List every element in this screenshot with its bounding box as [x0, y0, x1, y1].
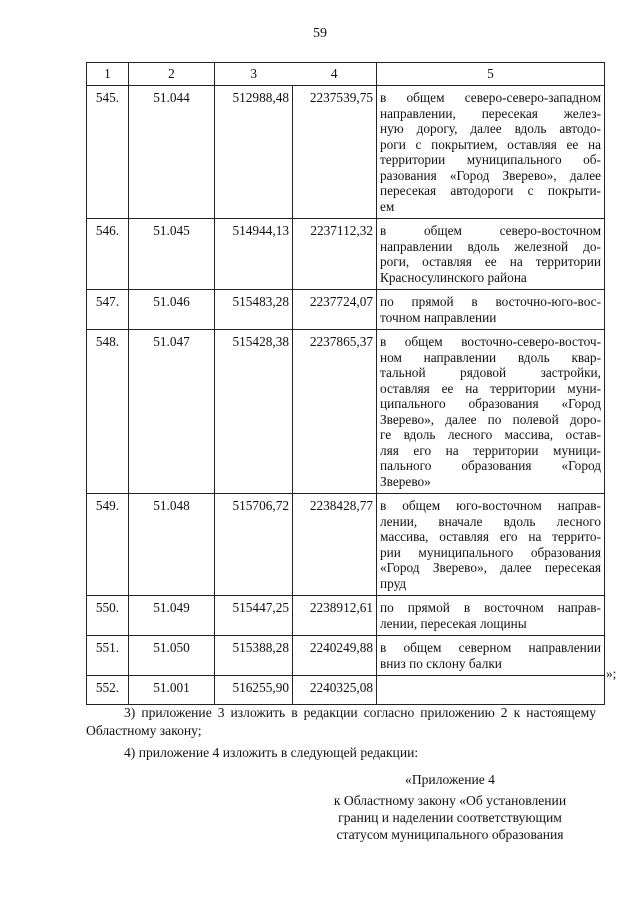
description-line: ем	[380, 198, 395, 214]
table-row	[87, 219, 605, 290]
coordinate-y: 2237112,32	[293, 219, 377, 290]
description-line: рии муниципального образования	[380, 544, 601, 560]
appendix-subtitle-line: границ и наделении соответствующим	[338, 810, 562, 825]
point-code: 51.049	[129, 596, 215, 636]
boundary-description	[377, 290, 605, 330]
description-line: ляя его на территории муници-	[380, 442, 601, 458]
boundary-description	[377, 494, 605, 596]
appendix-subtitle	[300, 792, 600, 843]
point-code: 51.047	[129, 330, 215, 494]
row-number: 548.	[87, 330, 129, 494]
boundary-description	[377, 596, 605, 636]
description-line: роги, оставляя ее на территории	[380, 254, 601, 269]
row-number: 549.	[87, 494, 129, 596]
coordinate-x: 515483,28	[215, 290, 293, 330]
page-number: 59	[313, 26, 327, 41]
description-line: Зверево», далее по полевой доро-	[380, 411, 601, 427]
header-col-1: 1	[87, 63, 129, 86]
description-line: по прямой в восточном направ-	[380, 600, 601, 615]
description-line: роги с покрытием, оставляя ее на	[380, 136, 601, 152]
description-line: Красносулинского района	[380, 269, 527, 285]
table-row	[87, 330, 605, 494]
table-row	[87, 676, 605, 705]
coordinates-table	[86, 62, 605, 705]
boundary-description	[377, 636, 605, 676]
coordinate-x: 512988,48	[215, 86, 293, 219]
row-number: 551.	[87, 636, 129, 676]
row-number: 545.	[87, 86, 129, 219]
description-line: «Город Зверево», далее пересекая	[380, 560, 601, 575]
paragraph-amendment-3: 3) приложение 3 изложить в редакции согласно приложению 2 к настоящему Областному закону;	[86, 705, 596, 738]
paragraph-amendment-4: 4) приложение 4 изложить в следующей редакции:	[124, 745, 419, 760]
appendix-subtitle-line: к Областному закону «Об установлении	[333, 793, 567, 808]
description-line: пального образования «Город	[380, 458, 601, 473]
description-line: в общем северо-северо-западном	[380, 90, 601, 105]
coordinate-y: 2240249,88	[293, 636, 377, 676]
description-line: ную дорогу, далее вдоль автодо-	[380, 121, 601, 136]
point-code: 51.048	[129, 494, 215, 596]
row-number: 550.	[87, 596, 129, 636]
description-line: по прямой в восточно-юго-вос-	[380, 294, 601, 309]
boundary-description	[377, 330, 605, 494]
table-row	[87, 636, 605, 676]
description-line: в общем юго-восточном направ-	[380, 498, 601, 513]
description-line: ном направлении вдоль квар-	[380, 349, 601, 365]
description-line: ципального образования «Город	[380, 396, 601, 411]
point-code: 51.044	[129, 86, 215, 219]
description-line: лении, пересекая лощины	[380, 615, 527, 631]
header-col-5: 5	[377, 63, 605, 86]
description-line: территории муниципального об-	[380, 152, 601, 167]
appendix-title: «Приложение 4	[405, 772, 495, 787]
boundary-description	[377, 676, 605, 705]
header-col-3: 3	[215, 63, 293, 86]
row-number: 546.	[87, 219, 129, 290]
table-header-row	[87, 63, 605, 86]
description-line: вниз по склону балки	[380, 655, 502, 671]
header-col-4: 4	[293, 63, 377, 86]
coordinate-x: 515428,38	[215, 330, 293, 494]
table-row	[87, 290, 605, 330]
point-code: 51.046	[129, 290, 215, 330]
description-line: массива, оставляя его на террито-	[380, 529, 601, 544]
row-number: 547.	[87, 290, 129, 330]
coordinate-y: 2237865,37	[293, 330, 377, 494]
coordinate-x: 516255,90	[215, 676, 293, 705]
boundary-description	[377, 86, 605, 219]
description-line: пересекая автодороги с покрыти-	[380, 183, 601, 198]
description-line: в общем северном направлении	[380, 640, 601, 655]
coordinate-y: 2240325,08	[293, 676, 377, 705]
description-line: точном направлении	[380, 309, 497, 325]
description-line: тальной рядовой застройки,	[380, 365, 601, 380]
coordinate-y: 2238912,61	[293, 596, 377, 636]
description-line: направлении, пересекая желез-	[380, 105, 601, 121]
description-line: пруд	[380, 575, 407, 591]
description-line: в общем северо-восточном	[380, 223, 601, 238]
appendix-subtitle-line: статусом муниципального образования	[336, 827, 564, 842]
description-line: разования «Город Зверево», далее	[380, 167, 601, 183]
coordinate-x: 515706,72	[215, 494, 293, 596]
table-row	[87, 86, 605, 219]
description-line: оставляя ее на территории муни-	[380, 380, 601, 396]
point-code: 51.001	[129, 676, 215, 705]
table-row	[87, 596, 605, 636]
point-code: 51.045	[129, 219, 215, 290]
boundary-description	[377, 219, 605, 290]
description-line: лении, вначале вдоль лесного	[380, 513, 601, 529]
header-col-2: 2	[129, 63, 215, 86]
closing-quote-mark: »;	[606, 666, 617, 681]
point-code: 51.050	[129, 636, 215, 676]
coordinate-x: 515388,28	[215, 636, 293, 676]
description-line: в общем восточно-северо-восточ-	[380, 334, 601, 349]
coordinate-x: 514944,13	[215, 219, 293, 290]
coordinate-y: 2238428,77	[293, 494, 377, 596]
coordinate-y: 2237724,07	[293, 290, 377, 330]
coordinate-x: 515447,25	[215, 596, 293, 636]
description-line: Зверево»	[380, 473, 431, 489]
description-line: направлении вдоль железной до-	[380, 238, 601, 254]
row-number: 552.	[87, 676, 129, 705]
table-row	[87, 494, 605, 596]
description-line: ге вдоль лесного массива, остав-	[380, 427, 601, 442]
coordinate-y: 2237539,75	[293, 86, 377, 219]
